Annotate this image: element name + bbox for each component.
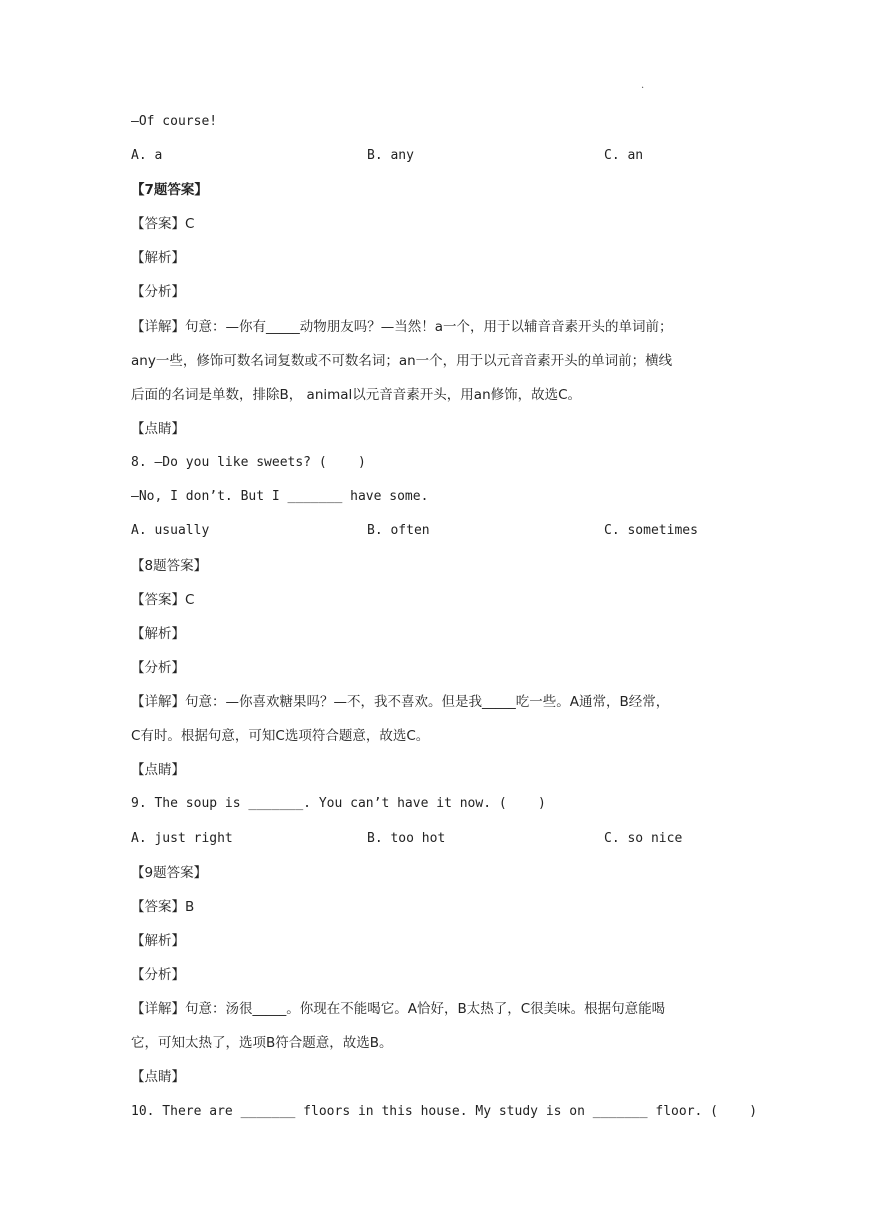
q8-fenxi: 【分析】 — [131, 660, 185, 676]
q8-jiexi: 【解析】 — [131, 626, 185, 642]
q7-answer: 【答案】C — [131, 216, 195, 232]
q9-detail-line-1: 【详解】句意：汤很_____。你现在不能喝它。A恰好，B太热了，C很美味。根据句意能喝 — [131, 1001, 666, 1017]
q9-option-c: C. so nice — [604, 831, 683, 846]
q7-option-c: C. an — [604, 148, 644, 163]
q9-question: 9. The soup is _______. You can’t have it now. ( ) — [131, 796, 546, 811]
q8-reply: —No, I don’t. But I _______ have some. — [131, 489, 429, 504]
q9-option-b: B. too hot — [367, 831, 446, 846]
q8-option-a: A. usually — [131, 523, 210, 538]
q7-answer-heading: 【7题答案】 — [131, 182, 208, 198]
q7-fenxi: 【分析】 — [131, 284, 185, 300]
q9-fenxi: 【分析】 — [131, 967, 185, 983]
q7-detail-line-2: any一些，修饰可数名词复数或不可数名词；an一个，用于以元音音素开头的单词前；横线 — [131, 353, 673, 369]
q9-answer-heading: 【9题答案】 — [131, 865, 208, 881]
q9-detail-line-2: 它，可知太热了，选项B符合题意，故选B。 — [131, 1035, 393, 1051]
q9-option-a: A. just right — [131, 831, 233, 846]
q7-detail-line-1: 【详解】句意：—你有_____动物朋友吗？—当然！a一个，用于以辅音音素开头的单词前； — [131, 319, 673, 335]
q7-option-a: A. a — [131, 148, 163, 163]
q7-jiexi: 【解析】 — [131, 250, 185, 266]
header-dot: . — [641, 80, 645, 91]
q8-option-b: B. often — [367, 523, 430, 538]
q8-answer: 【答案】C — [131, 592, 195, 608]
q8-dianjing: 【点睛】 — [131, 762, 185, 778]
q7-reply: —Of course! — [131, 114, 218, 129]
q8-option-c: C. sometimes — [604, 523, 698, 538]
q8-detail-line-1: 【详解】句意：—你喜欢糖果吗？—不，我不喜欢。但是我_____吃一些。A通常，B经常， — [131, 694, 670, 710]
q9-dianjing: 【点睛】 — [131, 1069, 185, 1085]
q10-question: 10. There are _______ floors in this house. My study is on _______ floor. ( ) — [131, 1104, 758, 1119]
q9-answer: 【答案】B — [131, 899, 195, 915]
q7-option-b: B. any — [367, 148, 414, 163]
q8-answer-heading: 【8题答案】 — [131, 558, 208, 574]
q8-detail-line-2: C有时。根据句意，可知C选项符合题意，故选C。 — [131, 728, 430, 744]
q7-dianjing: 【点睛】 — [131, 421, 185, 437]
q8-question: 8. —Do you like sweets? ( ) — [131, 455, 366, 470]
q9-jiexi: 【解析】 — [131, 933, 185, 949]
q7-detail-line-3: 后面的名词是单数，排除B， animal以元音音素开头，用an修饰，故选C。 — [131, 387, 582, 403]
